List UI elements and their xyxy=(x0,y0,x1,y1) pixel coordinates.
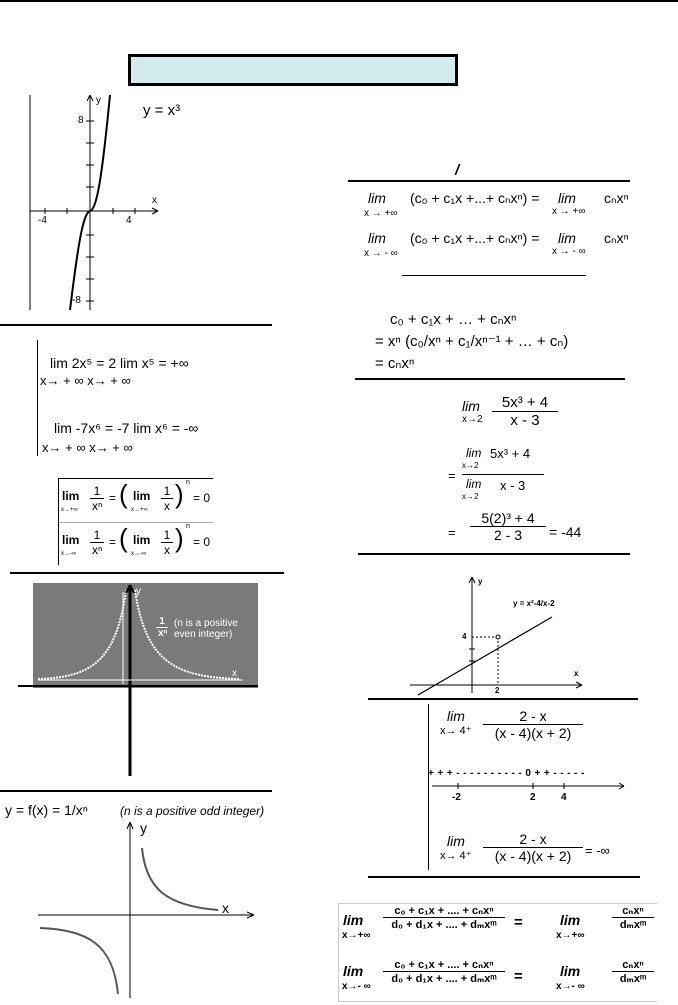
ratinf-row2-eq: = xyxy=(514,968,523,985)
poly-row2-lhs: (c₀ + c₁x +...+ cₙxⁿ) = xyxy=(410,230,540,246)
ratinf-row1-under2: x→+∞ xyxy=(556,930,585,941)
factor-line1: c₀ + c₁x + … + cₙxⁿ xyxy=(390,311,517,328)
recip-row1-under2: x→+∞ xyxy=(131,507,148,513)
recip-row1-frac2: $\frac{1}{x}$ xyxy=(161,484,173,513)
line-graph-y-label: y xyxy=(478,577,483,586)
even-graph-svg xyxy=(18,580,258,780)
odd-caption-italic: (n is a positive odd integer) xyxy=(120,804,265,818)
odd-graph xyxy=(18,820,258,1000)
even-graph xyxy=(18,580,258,780)
one-sided-frac: $\frac{2 - x}{(x - 4)(x + 2)}$ xyxy=(483,708,583,741)
rational-step-bar xyxy=(462,474,544,475)
poly-row2-rhs: cₙxⁿ xyxy=(604,230,629,246)
ratinf-row1-under: x→+∞ xyxy=(342,930,371,941)
rational-step-den: x - 3 xyxy=(500,478,526,493)
right-rule-4 xyxy=(358,553,630,555)
sign-tick-neg2: -2 xyxy=(452,792,461,803)
cubic-graph-svg xyxy=(28,95,168,310)
recip-row2-under2: x→-∞ xyxy=(131,551,147,557)
even-y-axis-label: y xyxy=(136,586,141,597)
poly-row2-under2: x → - ∞ xyxy=(552,246,586,257)
cubic-y-axis-label: y xyxy=(96,95,101,106)
power-limit-line1: lim 2x⁵ = 2 lim x⁵ = +∞ xyxy=(50,355,189,371)
recip-row2-paren-l: ( xyxy=(119,523,128,553)
rational-lim: lim xyxy=(462,398,480,414)
cubic-tick-neg4: -4 xyxy=(38,215,47,226)
power-limit-line2-under: x→ + ∞ x→ + ∞ xyxy=(42,440,133,455)
rational-step-num: 5x³ + 4 xyxy=(490,446,531,461)
rational-step-lim-bot: lim xyxy=(466,477,482,491)
poly-row1-lim: lim xyxy=(368,190,386,206)
cubic-tick-neg8: -8 xyxy=(72,295,81,306)
recip-row1-frac: $\frac{1}{\text{xⁿ}}$ xyxy=(92,484,103,513)
recip-row1-paren-r: ) xyxy=(175,479,184,509)
recip-row1-lim: lim xyxy=(62,489,80,503)
odd-caption-main: y = f(x) = 1/xⁿ xyxy=(5,802,88,818)
ratinf-row2-under: x→- ∞ xyxy=(342,981,371,992)
one-sided-lim: lim xyxy=(447,708,465,724)
even-label-frac: $\frac{1}{\text{xⁿ}}$ xyxy=(158,616,168,639)
rational-step-under-top: x→2 xyxy=(462,461,479,470)
recip-row1-eq: = xyxy=(109,491,117,505)
odd-x-axis-label: x xyxy=(222,900,229,916)
ratinf-row2-lim2: lim xyxy=(560,963,581,979)
recip-row2-power: n xyxy=(186,523,190,530)
cubic-tick-8: 8 xyxy=(78,115,84,126)
ratinf-row1-frac: c₀ + c₁x + .... + cₙxⁿ d₀ + d₁x + .... + dₘxᵐ xyxy=(383,904,505,931)
poly-row1-under2: x → +∞ xyxy=(552,206,586,217)
poly-row2-lim: lim xyxy=(368,230,386,246)
rational-under: x→2 xyxy=(462,414,483,425)
ratinf-row1-lim: lim xyxy=(343,912,364,928)
right-rule-2 xyxy=(402,275,586,276)
recip-row1-under: x→+∞ xyxy=(61,507,78,513)
rational-step-lim-top: lim xyxy=(466,446,482,460)
right-rule-6 xyxy=(368,876,640,878)
section-title-box xyxy=(128,54,458,86)
one-sided-frac2: $\frac{2 - x}{(x - 4)(x + 2)}$ xyxy=(483,831,583,864)
sign-chart-signs: + + + - - - - - - - - - - 0 + + - - - - - xyxy=(428,768,585,779)
ratinf-row1-frac2: cₙxⁿ dₘxᵐ xyxy=(612,904,654,931)
odd-y-axis-label: y xyxy=(140,820,147,836)
poly-row1-lhs: (c₀ + c₁x +...+ cₙxⁿ) = xyxy=(410,190,540,206)
right-rule-5 xyxy=(368,698,638,700)
recip-row2-eq: = xyxy=(109,535,117,549)
one-sided-under: x→ 4⁺ xyxy=(440,725,472,737)
sign-tick-2: 2 xyxy=(530,792,536,803)
ratinf-row2-under2: x→- ∞ xyxy=(556,981,585,992)
one-sided-lim2: lim xyxy=(447,833,465,849)
line-graph-tick-4: 4 xyxy=(462,632,467,641)
right-rule-3 xyxy=(355,378,625,380)
line-graph xyxy=(410,575,585,697)
right-rule-1 xyxy=(348,180,630,182)
ratinf-row2-frac2: cₙxⁿ dₘxᵐ xyxy=(612,958,654,985)
one-sided-under2: x→ 4⁺ xyxy=(440,850,472,862)
cubic-equation: y = x³ xyxy=(143,102,181,119)
ratinf-row1-lim2: lim xyxy=(560,912,581,928)
ratinf-row2-frac: c₀ + c₁x + .... + cₙxⁿ d₀ + d₁x + .... + dₘxᵐ xyxy=(383,958,505,985)
ratinf-row1-eq: = xyxy=(514,914,523,931)
left-rule-2 xyxy=(10,572,284,574)
rational-eval-frac: $\frac{\text{5(2)³ + 4}}{2 - 3}$ xyxy=(470,510,546,543)
recip-row2-lim2: lim xyxy=(133,533,151,547)
poly-row1-rhs: cₙxⁿ xyxy=(604,190,629,206)
reciprocal-limits-box xyxy=(58,478,213,565)
ratinf-row2-lim: lim xyxy=(343,963,364,979)
rational-frac: $\frac{\text{5x³ + 4}}{x - 3}$ xyxy=(492,394,558,429)
rational-step-under-bot: x→2 xyxy=(462,492,479,501)
factor-line2: = xⁿ (c₀/xⁿ + c₁/xⁿ⁻¹ + … + cₙ) xyxy=(375,333,569,350)
recip-row1-zero: = 0 xyxy=(193,491,211,505)
recip-row2-zero: = 0 xyxy=(193,535,211,549)
recip-row1-lim2: lim xyxy=(133,489,151,503)
cubic-tick-4: 4 xyxy=(126,215,132,226)
power-limits-bracket xyxy=(37,340,38,456)
poly-slash: / xyxy=(455,162,460,179)
cubic-graph xyxy=(28,95,168,310)
factor-line3: = cₙxⁿ xyxy=(375,355,415,372)
recip-row2-frac: $\frac{1}{\text{xⁿ}}$ xyxy=(92,528,103,557)
line-graph-label: y = x²-4/x-2 xyxy=(513,599,555,608)
even-label-text: (n is a positive even integer) xyxy=(174,618,238,640)
recip-row2-lim: lim xyxy=(62,533,80,547)
sign-tick-4: 4 xyxy=(561,792,567,803)
poly-row1-under: x → +∞ xyxy=(364,208,398,219)
recip-row2-frac2: $\frac{1}{x}$ xyxy=(161,528,173,557)
poly-row1-lim2: lim xyxy=(558,190,576,206)
rational-step-eq: = xyxy=(448,468,456,483)
recip-row2-paren-r: ) xyxy=(175,523,184,553)
line-graph-x-label: x xyxy=(574,669,579,678)
sign-chart xyxy=(428,768,628,804)
poly-row2-lim2: lim xyxy=(558,230,576,246)
power-limit-line2: lim -7x⁶ = -7 lim x⁶ = -∞ xyxy=(54,420,199,436)
one-sided-result: = -∞ xyxy=(585,843,610,858)
line-graph-tick-2: 2 xyxy=(495,686,500,695)
line-graph-svg xyxy=(410,575,585,697)
recip-row1-paren-l: ( xyxy=(119,479,128,509)
top-rule xyxy=(0,0,678,2)
poly-row2-under: x → - ∞ xyxy=(364,248,398,259)
power-limit-line1-under: x→ + ∞ x→ + ∞ xyxy=(40,373,131,388)
rational-result: = -44 xyxy=(549,524,582,540)
recip-row1-power: n xyxy=(186,479,190,486)
even-x-axis-label: x xyxy=(232,668,237,679)
rational-eval-eq: = xyxy=(448,525,456,540)
cubic-x-axis-label: x xyxy=(152,195,157,206)
left-rule-3 xyxy=(0,790,272,792)
left-rule-1 xyxy=(0,324,272,326)
recip-row2-under: x→-∞ xyxy=(61,551,77,557)
